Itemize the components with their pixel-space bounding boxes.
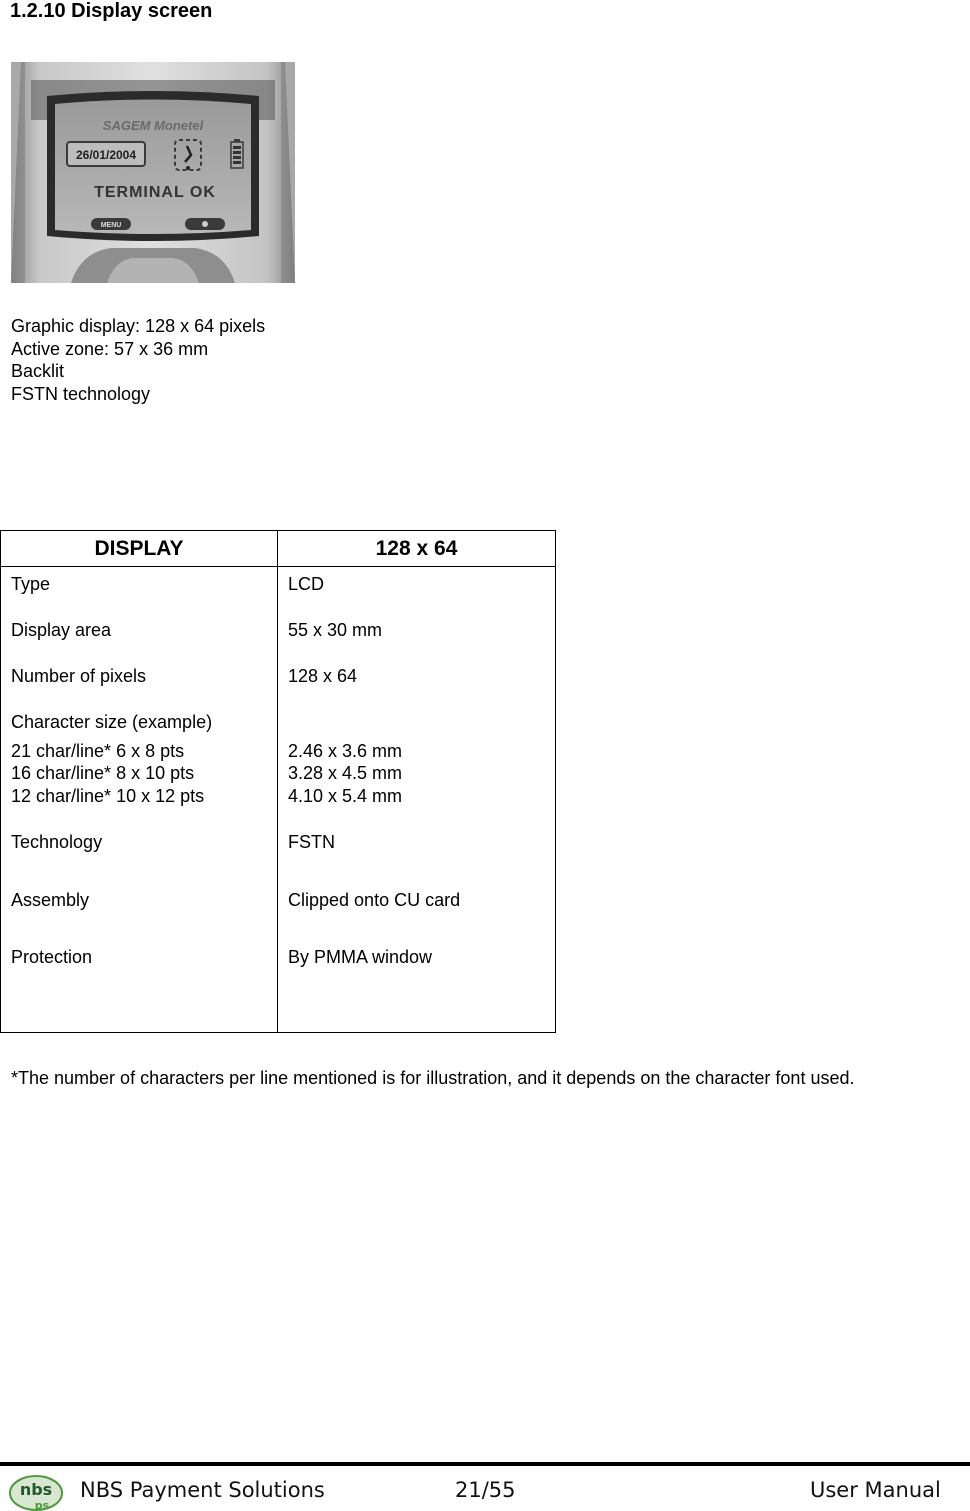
screen-date-text: 26/01/2004 [75, 148, 137, 162]
table-body-row [1, 567, 556, 1033]
screen-softkey-left-text: MENU [100, 222, 122, 229]
row-value-type: LCD [288, 574, 325, 594]
table-header-right: 128 x 64 [278, 531, 556, 567]
svg-text:nbs: nbs [19, 1480, 53, 1499]
label-column [1, 567, 278, 1033]
terminal-photo [11, 62, 295, 283]
row-label-type: Type [11, 574, 51, 594]
spec-item: Backlit [11, 361, 65, 381]
row-value-protection: By PMMA window [288, 947, 433, 967]
footnote: *The number of characters per line mentioned is for illustration, and it depends on the character font used. [11, 1068, 855, 1088]
spec-list [11, 315, 265, 405]
screen-message-text: TERMINAL OK [94, 184, 216, 201]
display-spec-table [0, 530, 556, 1033]
row-label-display-area: Display area [11, 620, 112, 640]
row-value-display-area: 55 x 30 mm [288, 620, 383, 640]
screen-brand-text: SAGEM Monetel [102, 118, 204, 133]
section-heading: 1.2.10 Display screen [10, 0, 213, 22]
row-value-12-char: 4.10 x 5.4 mm [288, 786, 403, 806]
row-value-assembly: Clipped onto CU card [288, 890, 461, 910]
row-label-21-char: 21 char/line* 6 x 8 pts [11, 741, 185, 761]
footer-divider [0, 1462, 970, 1466]
row-value-pixels: 128 x 64 [288, 666, 358, 686]
spec-item: FSTN technology [11, 383, 151, 404]
softkey-right-icon [202, 221, 208, 227]
row-label-protection: Protection [11, 947, 93, 967]
table-header-left: DISPLAY [1, 531, 278, 567]
row-label-assembly: Assembly [11, 890, 90, 910]
row-value-16-char: 3.28 x 4.5 mm [288, 763, 403, 783]
footer-document-title: User Manual [810, 1478, 941, 1502]
spec-item: Active zone: 57 x 36 mm [11, 338, 209, 359]
row-label-technology: Technology [11, 832, 103, 852]
row-label-pixels: Number of pixels [11, 666, 147, 686]
table-header-row [1, 531, 556, 567]
spec-item: Graphic display: 128 x 64 pixels [11, 316, 266, 336]
row-label-16-char: 16 char/line* 8 x 10 pts [11, 763, 195, 783]
page-footer [0, 1468, 970, 1511]
value-column [278, 567, 556, 1033]
footer-company: NBS Payment Solutions [80, 1478, 325, 1502]
nbs-logo-icon [8, 1471, 64, 1511]
row-value-21-char: 2.46 x 3.6 mm [288, 741, 403, 761]
svg-text:ps: ps [34, 1499, 50, 1511]
footer-page-number: 21/55 [455, 1478, 516, 1502]
row-label-char-size: Character size (example) [11, 712, 213, 732]
row-value-technology: FSTN [288, 832, 335, 852]
row-label-12-char: 12 char/line* 10 x 12 pts [11, 786, 205, 806]
